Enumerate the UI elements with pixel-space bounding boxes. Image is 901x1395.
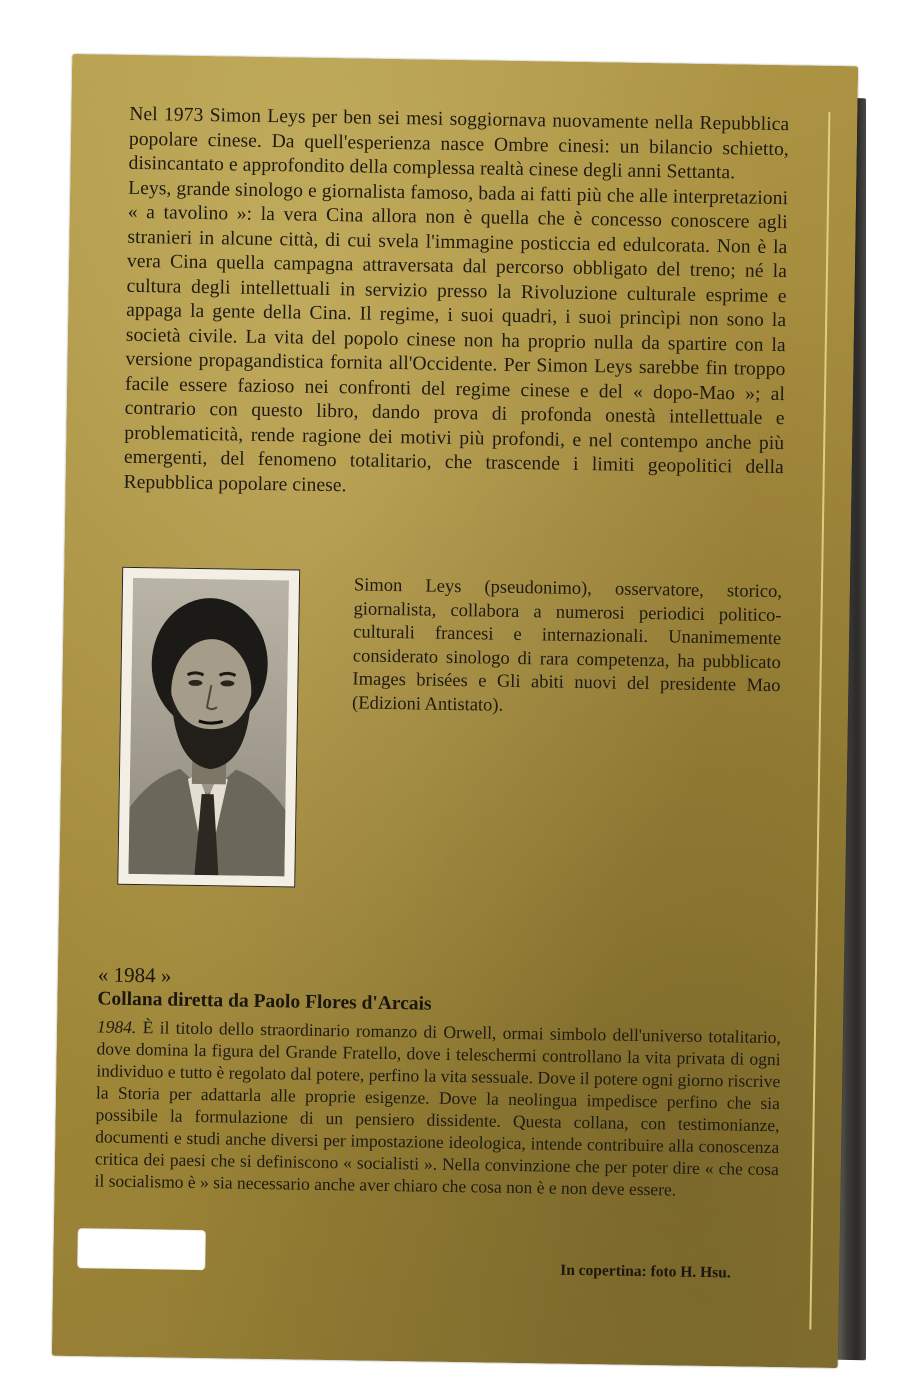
author-photo xyxy=(117,567,300,888)
series-text-lead: 1984. xyxy=(96,1016,137,1038)
series-editor: Collana diretta da Paolo Flores d'Arcais xyxy=(97,988,432,1015)
price-label-sticker xyxy=(77,1228,206,1270)
series-title: « 1984 » xyxy=(97,962,172,988)
book-back-cover xyxy=(52,54,858,1368)
book-blurb xyxy=(123,103,789,505)
author-bio: Simon Leys (pseudonimo), osservatore, storico, giornalista, collabora a numerosi periodici politico-culturali francesi e internazionali. Unanimemente considerato sinologo di rara competenza, ha pubblicato Images brisées e Gli abiti nuovi del presidente Mao (Edizioni Antistato). xyxy=(351,575,783,716)
series-text-body: È il titolo dello straordinario romanzo di Orwell, ormai simbolo dell'universo totalitario, dove domina la figura del Grande Fratello, dove i teleschermi controllano la vita privata di ogni individuo e tutto è regolato dal potere, perfino la vita sessuale. Dove il potere ogni giorno riscrive la Storia per adattarla alle proprie esigenze. Dove la neolingua impedisce perfino che sia possibile la formulazione di un pensiero dissidente. Questa collana, con testimonianze, documenti e studi anche diversi per impostazione ideologica, intende contribuire alla conoscenza critica dei paesi che si definiscono « socialisti ». Nella convinzione che per poter dire « che cosa il socialismo è » sia necessario anche aver chiaro che cosa non è e non deve essere. xyxy=(94,1017,782,1200)
blurb-paragraph-1: Nel 1973 Simon Leys per ben sei mesi soggiornava nuovamente nella Repubblica popolare cinese. Da quell'esperienza nasce Ombre cinesi: un bilancio schietto, disincantato e approfondito della complessa realtà cinese degli anni Settanta. xyxy=(128,103,790,184)
cover-photo-credit: In copertina: foto H. Hsu. xyxy=(560,1261,731,1282)
cover-fold-line xyxy=(809,112,830,1330)
author-portrait-image xyxy=(128,578,289,876)
series-description xyxy=(94,1015,781,1202)
blurb-paragraph-2: Leys, grande sinologo e giornalista famoso, bada ai fatti più che alle interpretazioni « a tavolino »: la vera Cina allora non è quella che è concesso conoscere agli stranieri in alcune città, di cui svela l'immagine posticcia ed edulcorata. Non è la vera Cina quella campagna attraversata dal percorso obbligato del treno; né la cultura degli intellettuali in servizio presso la Rivoluzione culturale esprime e appaga la gente della Cina. Il regime, i suoi quadri, i suoi princìpi non sono la società civile. La vita del popolo cinese non ha proprio nulla da spartire con la versione propagandistica fornita all'Occidente. Per Simon Leys sarebbe fin troppo facile essere fazioso nei confronti del regime cinese e del « dopo-Mao »; al contrario con questo libro, dando prova di profonda onestà intellettuale e problematicità, rende ragione dei motivi più profondi, e nel contempo anche più emergenti, del fenomeno totalitario, che trascende i limiti geopolitici della Repubblica popolare cinese. xyxy=(123,177,789,496)
